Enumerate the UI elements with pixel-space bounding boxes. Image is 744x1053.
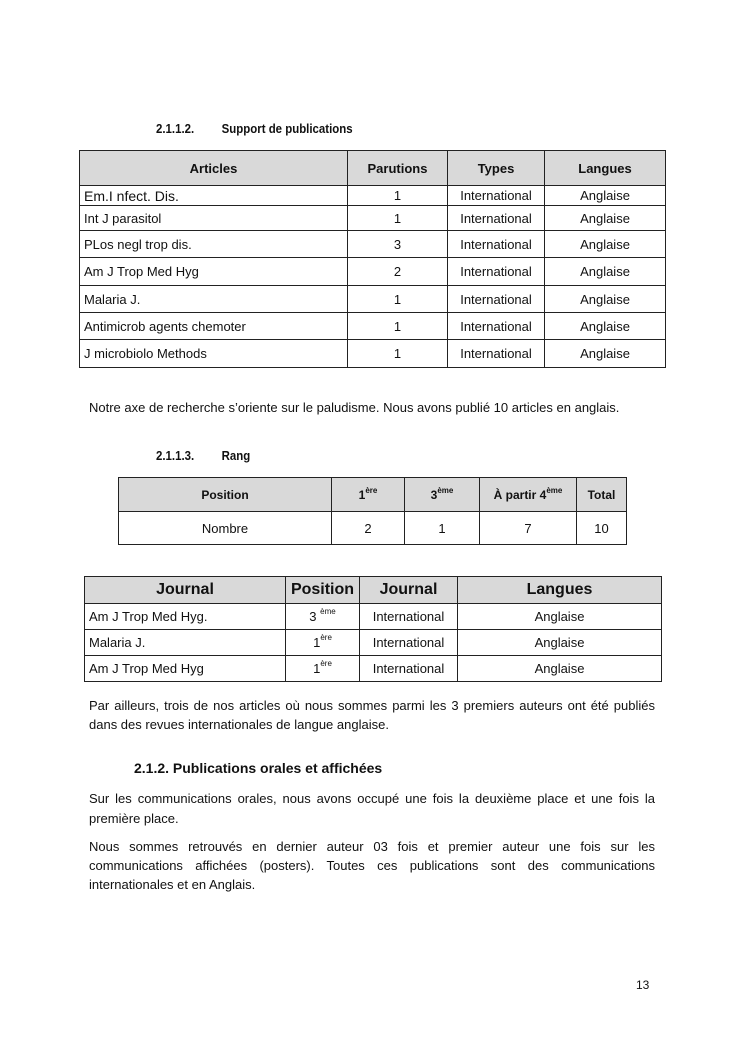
cell-langue: Anglaise	[458, 630, 662, 656]
journal-table	[84, 576, 662, 682]
cell-first: 2	[332, 512, 405, 545]
cell-type: International	[360, 604, 458, 630]
rank-table	[118, 477, 627, 545]
table-row	[85, 630, 662, 656]
cell-langue: Anglaise	[545, 286, 666, 313]
cell-parutions: 1	[348, 313, 448, 340]
cell-type: International	[360, 656, 458, 682]
paragraph-axe: Notre axe de recherche s’oriente sur le paludisme. Nous avons publié 10 articles en anglais.	[89, 400, 620, 415]
cell-type: International	[448, 206, 545, 231]
table-row	[80, 186, 666, 206]
section-number: 2.1.1.2.	[156, 121, 195, 136]
cell-journal: Am J Trop Med Hyg	[85, 656, 286, 682]
cell-parutions: 3	[348, 231, 448, 258]
col-header-position: Position	[119, 478, 332, 512]
cell-langue: Anglaise	[545, 231, 666, 258]
table-row	[80, 231, 666, 258]
col-header-articles: Articles	[80, 151, 348, 186]
col-header-langues: Langues	[458, 577, 662, 604]
section-title: Publications orales et affichées	[172, 760, 383, 776]
section-title: Rang	[221, 448, 251, 463]
paragraph-posters: Nous sommes retrouvés en dernier auteur 03 fois et premier auteur une fois sur les communications affichées (posters). Toutes ces publications sont des communications internationales et en Anglais.	[89, 839, 655, 892]
cell-langue: Anglaise	[545, 258, 666, 286]
publications-table	[79, 150, 666, 368]
col-header-position: Position	[286, 577, 360, 604]
cell-total: 10	[577, 512, 627, 545]
page-number: 13	[636, 978, 650, 992]
col-header-third: 3ème	[405, 478, 480, 512]
cell-parutions: 1	[348, 340, 448, 368]
section-number: 2.1.1.3.	[156, 448, 195, 463]
table-row	[85, 656, 662, 682]
col-header-langues: Langues	[545, 151, 666, 186]
section-heading-2-1-1-3	[156, 448, 420, 463]
cell-type: International	[448, 286, 545, 313]
cell-position: 3 $^{ème}$	[286, 604, 360, 630]
table-row	[80, 286, 666, 313]
table-row	[80, 313, 666, 340]
table-row	[80, 258, 666, 286]
table-row	[80, 206, 666, 231]
cell-article: Malaria J.	[80, 286, 348, 313]
col-header-journal-type: Journal	[360, 577, 458, 604]
paragraph-orales: Sur les communications orales, nous avons occupé une fois la deuxième place et une fois la première place.	[89, 791, 655, 826]
section-title: Support de publications	[221, 121, 353, 136]
section-heading-2-1-1-2	[156, 121, 420, 136]
table-header-row	[85, 577, 662, 604]
col-header-parutions: Parutions	[348, 151, 448, 186]
cell-type: International	[448, 258, 545, 286]
cell-type: International	[448, 313, 545, 340]
cell-langue: Anglaise	[545, 313, 666, 340]
cell-type: International	[360, 630, 458, 656]
cell-position: 1ère	[286, 630, 360, 656]
cell-article: Antimicrob agents chemoter	[80, 313, 348, 340]
cell-type: International	[448, 231, 545, 258]
paragraph-ailleurs: Par ailleurs, trois de nos articles où nous sommes parmi les 3 premiers auteurs ont été publiés dans des revues internationales de langue anglaise.	[89, 698, 655, 732]
cell-langue: Anglaise	[545, 340, 666, 368]
cell-position: 1ère	[286, 656, 360, 682]
table-header-row	[119, 478, 627, 512]
table-header-row	[80, 151, 666, 186]
cell-third: 1	[405, 512, 480, 545]
cell-type: International	[448, 186, 545, 206]
cell-parutions: 1	[348, 286, 448, 313]
cell-parutions: 2	[348, 258, 448, 286]
table-row	[85, 604, 662, 630]
col-header-types: Types	[448, 151, 545, 186]
table-row	[119, 512, 627, 545]
cell-article: Int J parasitol	[80, 206, 348, 231]
cell-article: Am J Trop Med Hyg	[80, 258, 348, 286]
col-header-first: 1ère	[332, 478, 405, 512]
cell-article: PLos negl trop dis.	[80, 231, 348, 258]
cell-journal: Am J Trop Med Hyg.	[85, 604, 286, 630]
cell-langue: Anglaise	[545, 206, 666, 231]
cell-type: International	[448, 340, 545, 368]
cell-from-fourth: 7	[480, 512, 577, 545]
col-header-journal: Journal	[85, 577, 286, 604]
cell-article: Em.I nfect. Dis.	[80, 186, 348, 206]
cell-langue: Anglaise	[458, 656, 662, 682]
cell-parutions: 1	[348, 206, 448, 231]
cell-langue: Anglaise	[458, 604, 662, 630]
col-header-from-fourth: À partir 4ème	[480, 478, 577, 512]
cell-parutions: 1	[348, 186, 448, 206]
cell-langue: Anglaise	[545, 186, 666, 206]
cell-label: Nombre	[119, 512, 332, 545]
cell-article: J microbiolo Methods	[80, 340, 348, 368]
section-number: 2.1.2.	[134, 760, 170, 776]
table-row	[80, 340, 666, 368]
section-heading-2-1-2	[134, 760, 382, 776]
cell-journal: Malaria J.	[85, 630, 286, 656]
col-header-total: Total	[577, 478, 627, 512]
